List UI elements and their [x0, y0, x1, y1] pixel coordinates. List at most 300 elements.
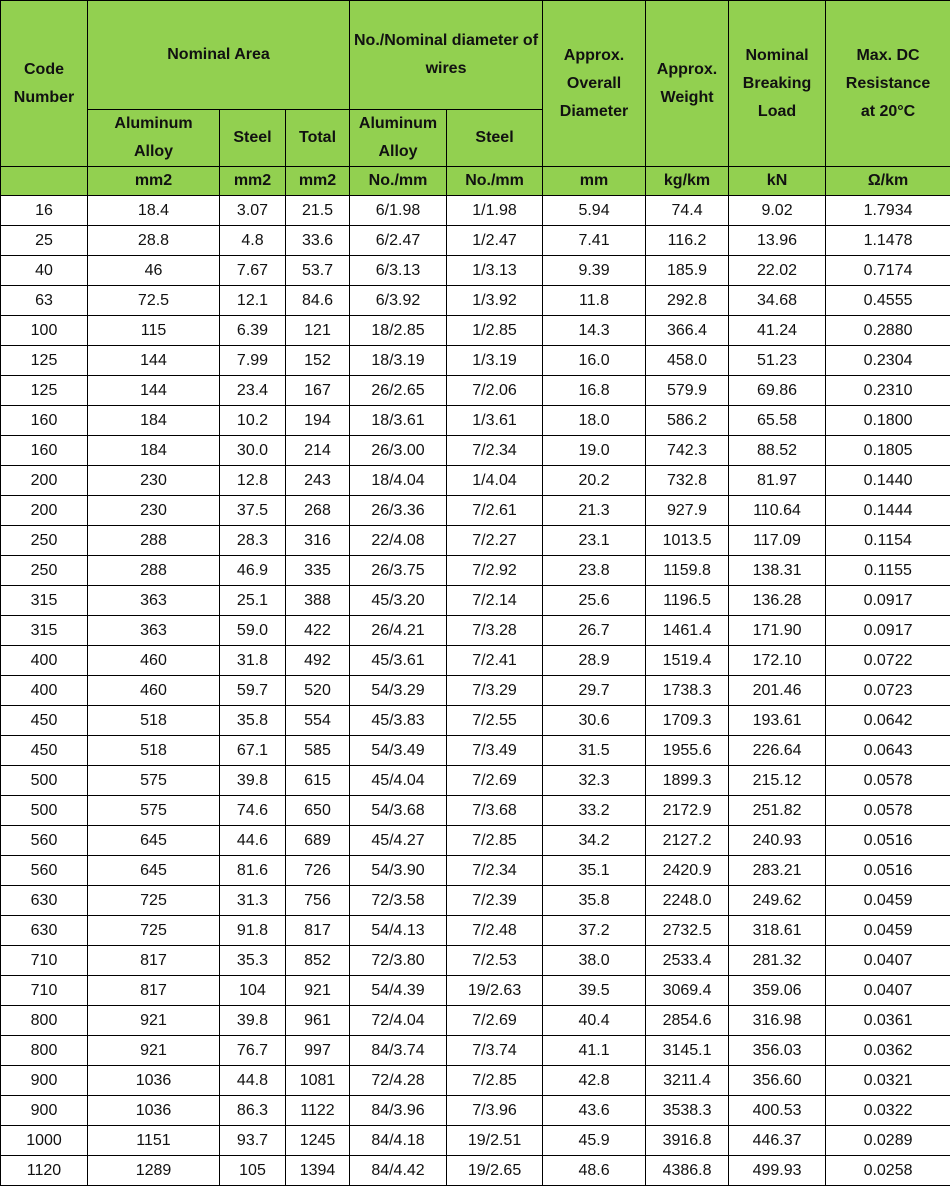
unit-cell: No./mm	[350, 167, 447, 196]
table-cell: 25.1	[220, 586, 286, 616]
unit-cell: mm	[543, 167, 646, 196]
table-cell: 645	[88, 856, 220, 886]
table-cell: 1289	[88, 1156, 220, 1186]
table-cell: 4.8	[220, 226, 286, 256]
table-cell: 7.67	[220, 256, 286, 286]
table-cell: 45/4.04	[350, 766, 447, 796]
table-cell: 0.0362	[826, 1036, 950, 1066]
table-cell: 74.6	[220, 796, 286, 826]
table-row	[1, 646, 950, 676]
table-cell: 579.9	[646, 376, 729, 406]
table-cell: 30.0	[220, 436, 286, 466]
table-cell: 7.99	[220, 346, 286, 376]
table-cell: 13.96	[729, 226, 826, 256]
unit-cell: No./mm	[447, 167, 543, 196]
table-cell: 1151	[88, 1126, 220, 1156]
table-cell: 7/3.28	[447, 616, 543, 646]
table-cell: 45/3.61	[350, 646, 447, 676]
table-cell: 292.8	[646, 286, 729, 316]
table-cell: 91.8	[220, 916, 286, 946]
unit-cell: mm2	[286, 167, 350, 196]
table-cell: 63	[1, 286, 88, 316]
table-cell: 356.03	[729, 1036, 826, 1066]
table-cell: 51.23	[729, 346, 826, 376]
table-cell: 725	[88, 916, 220, 946]
table-cell: 400.53	[729, 1096, 826, 1126]
table-cell: 492	[286, 646, 350, 676]
table-cell: 160	[1, 406, 88, 436]
table-cell: 7/2.41	[447, 646, 543, 676]
table-cell: 11.8	[543, 286, 646, 316]
table-cell: 54/3.90	[350, 856, 447, 886]
table-header	[1, 1, 950, 196]
header-wire-diameter: No./Nominal diameter of wires	[350, 1, 543, 110]
table-cell: 0.0642	[826, 706, 950, 736]
table-cell: 12.1	[220, 286, 286, 316]
table-cell: 23.4	[220, 376, 286, 406]
table-cell: 1/4.04	[447, 466, 543, 496]
table-cell: 45/3.83	[350, 706, 447, 736]
table-cell: 1196.5	[646, 586, 729, 616]
table-cell: 34.2	[543, 826, 646, 856]
table-cell: 26/4.21	[350, 616, 447, 646]
table-cell: 35.3	[220, 946, 286, 976]
table-cell: 65.58	[729, 406, 826, 436]
table-cell: 1/3.13	[447, 256, 543, 286]
header-wires-aluminum-alloy: Aluminum Alloy	[350, 110, 447, 167]
table-cell: 37.2	[543, 916, 646, 946]
table-cell: 450	[1, 706, 88, 736]
table-cell: 450	[1, 736, 88, 766]
table-row	[1, 436, 950, 466]
table-cell: 927.9	[646, 496, 729, 526]
table-row	[1, 1126, 950, 1156]
table-row	[1, 1036, 950, 1066]
table-cell: 200	[1, 466, 88, 496]
header-wires-steel: Steel	[447, 110, 543, 167]
table-row	[1, 376, 950, 406]
table-cell: 72.5	[88, 286, 220, 316]
table-cell: 72/3.80	[350, 946, 447, 976]
table-cell: 81.97	[729, 466, 826, 496]
table-cell: 7/2.69	[447, 766, 543, 796]
table-cell: 363	[88, 586, 220, 616]
table-cell: 1/1.98	[447, 196, 543, 226]
table-cell: 0.0516	[826, 856, 950, 886]
table-cell: 315	[1, 586, 88, 616]
table-cell: 7/3.29	[447, 676, 543, 706]
table-cell: 28.3	[220, 526, 286, 556]
table-cell: 0.0643	[826, 736, 950, 766]
table-row	[1, 316, 950, 346]
table-cell: 4386.8	[646, 1156, 729, 1186]
table-cell: 105	[220, 1156, 286, 1186]
table-cell: 18.0	[543, 406, 646, 436]
header-nominal-area: Nominal Area	[88, 1, 350, 110]
table-cell: 23.8	[543, 556, 646, 586]
table-cell: 356.60	[729, 1066, 826, 1096]
table-cell: 2732.5	[646, 916, 729, 946]
table-cell: 7/3.49	[447, 736, 543, 766]
table-cell: 0.2880	[826, 316, 950, 346]
table-cell: 446.37	[729, 1126, 826, 1156]
table-row	[1, 706, 950, 736]
table-cell: 88.52	[729, 436, 826, 466]
table-cell: 1036	[88, 1096, 220, 1126]
table-cell: 81.6	[220, 856, 286, 886]
table-cell: 54/3.68	[350, 796, 447, 826]
table-cell: 23.1	[543, 526, 646, 556]
table-cell: 31.5	[543, 736, 646, 766]
table-cell: 1/2.47	[447, 226, 543, 256]
table-cell: 363	[88, 616, 220, 646]
table-cell: 5.94	[543, 196, 646, 226]
table-cell: 800	[1, 1036, 88, 1066]
table-row	[1, 826, 950, 856]
table-cell: 500	[1, 796, 88, 826]
table-cell: 43.6	[543, 1096, 646, 1126]
table-cell: 250	[1, 526, 88, 556]
table-cell: 0.1805	[826, 436, 950, 466]
table-cell: 200	[1, 496, 88, 526]
table-cell: 84/4.18	[350, 1126, 447, 1156]
table-cell: 2533.4	[646, 946, 729, 976]
table-row	[1, 1066, 950, 1096]
table-cell: 18/2.85	[350, 316, 447, 346]
table-cell: 16.0	[543, 346, 646, 376]
table-cell: 84/4.42	[350, 1156, 447, 1186]
table-cell: 7/2.85	[447, 826, 543, 856]
table-cell: 852	[286, 946, 350, 976]
table-cell: 125	[1, 346, 88, 376]
table-cell: 288	[88, 526, 220, 556]
table-cell: 817	[88, 976, 220, 1006]
table-row	[1, 1006, 950, 1036]
table-cell: 33.2	[543, 796, 646, 826]
units-row	[1, 167, 950, 196]
table-row	[1, 1156, 950, 1186]
header-overall-diameter: Approx. Overall Diameter	[543, 1, 646, 167]
table-cell: 46	[88, 256, 220, 286]
table-cell: 742.3	[646, 436, 729, 466]
table-cell: 16	[1, 196, 88, 226]
table-cell: 84/3.74	[350, 1036, 447, 1066]
table-cell: 251.82	[729, 796, 826, 826]
table-cell: 19/2.63	[447, 976, 543, 1006]
table-cell: 554	[286, 706, 350, 736]
table-cell: 22.02	[729, 256, 826, 286]
table-cell: 0.0917	[826, 586, 950, 616]
table-cell: 6/1.98	[350, 196, 447, 226]
table-cell: 117.09	[729, 526, 826, 556]
table-cell: 1955.6	[646, 736, 729, 766]
table-cell: 193.61	[729, 706, 826, 736]
table-cell: 172.10	[729, 646, 826, 676]
table-cell: 1/2.85	[447, 316, 543, 346]
table-cell: 35.1	[543, 856, 646, 886]
table-cell: 7/2.92	[447, 556, 543, 586]
unit-cell: kg/km	[646, 167, 729, 196]
table-cell: 7/2.14	[447, 586, 543, 616]
table-cell: 7/3.96	[447, 1096, 543, 1126]
table-cell: 152	[286, 346, 350, 376]
table-cell: 37.5	[220, 496, 286, 526]
table-cell: 575	[88, 766, 220, 796]
table-cell: 72/3.58	[350, 886, 447, 916]
header-area-steel: Steel	[220, 110, 286, 167]
table-cell: 0.0578	[826, 766, 950, 796]
table-row	[1, 616, 950, 646]
table-cell: 615	[286, 766, 350, 796]
table-row	[1, 556, 950, 586]
table-cell: 18.4	[88, 196, 220, 226]
table-cell: 756	[286, 886, 350, 916]
table-cell: 0.0321	[826, 1066, 950, 1096]
table-cell: 125	[1, 376, 88, 406]
table-cell: 250	[1, 556, 88, 586]
table-cell: 46.9	[220, 556, 286, 586]
table-cell: 710	[1, 946, 88, 976]
table-cell: 38.0	[543, 946, 646, 976]
table-cell: 26/3.00	[350, 436, 447, 466]
table-cell: 1245	[286, 1126, 350, 1156]
table-cell: 630	[1, 916, 88, 946]
table-cell: 0.1444	[826, 496, 950, 526]
table-row	[1, 196, 950, 226]
table-cell: 900	[1, 1096, 88, 1126]
table-cell: 7/2.34	[447, 436, 543, 466]
table-cell: 9.39	[543, 256, 646, 286]
table-cell: 961	[286, 1006, 350, 1036]
table-cell: 7/2.53	[447, 946, 543, 976]
table-cell: 104	[220, 976, 286, 1006]
table-cell: 100	[1, 316, 88, 346]
table-cell: 3.07	[220, 196, 286, 226]
table-cell: 35.8	[220, 706, 286, 736]
table-cell: 422	[286, 616, 350, 646]
table-cell: 689	[286, 826, 350, 856]
table-cell: 230	[88, 466, 220, 496]
table-cell: 575	[88, 796, 220, 826]
table-cell: 19.0	[543, 436, 646, 466]
table-cell: 732.8	[646, 466, 729, 496]
table-cell: 1159.8	[646, 556, 729, 586]
table-cell: 1461.4	[646, 616, 729, 646]
table-cell: 0.0578	[826, 796, 950, 826]
table-cell: 28.9	[543, 646, 646, 676]
table-cell: 1899.3	[646, 766, 729, 796]
table-cell: 7/2.85	[447, 1066, 543, 1096]
table-cell: 921	[286, 976, 350, 1006]
table-row	[1, 226, 950, 256]
table-cell: 249.62	[729, 886, 826, 916]
table-cell: 0.1155	[826, 556, 950, 586]
table-cell: 316.98	[729, 1006, 826, 1036]
table-row	[1, 346, 950, 376]
header-breaking-load: Nominal Breaking Load	[729, 1, 826, 167]
table-cell: 921	[88, 1006, 220, 1036]
table-cell: 240.93	[729, 826, 826, 856]
table-cell: 997	[286, 1036, 350, 1066]
table-cell: 160	[1, 436, 88, 466]
table-cell: 0.0459	[826, 916, 950, 946]
table-row	[1, 856, 950, 886]
table-cell: 42.8	[543, 1066, 646, 1096]
table-cell: 54/4.39	[350, 976, 447, 1006]
header-weight: Approx. Weight	[646, 1, 729, 167]
table-cell: 69.86	[729, 376, 826, 406]
table-cell: 67.1	[220, 736, 286, 766]
table-cell: 84.6	[286, 286, 350, 316]
table-row	[1, 766, 950, 796]
table-body	[1, 196, 950, 1186]
table-row	[1, 1096, 950, 1126]
table-cell: 185.9	[646, 256, 729, 286]
table-cell: 630	[1, 886, 88, 916]
table-cell: 40	[1, 256, 88, 286]
table-cell: 7/2.61	[447, 496, 543, 526]
table-cell: 817	[286, 916, 350, 946]
table-cell: 18/3.61	[350, 406, 447, 436]
table-row	[1, 406, 950, 436]
table-cell: 2127.2	[646, 826, 729, 856]
table-cell: 25.6	[543, 586, 646, 616]
table-cell: 1036	[88, 1066, 220, 1096]
table-cell: 585	[286, 736, 350, 766]
table-cell: 645	[88, 826, 220, 856]
table-cell: 0.0722	[826, 646, 950, 676]
table-cell: 34.68	[729, 286, 826, 316]
table-cell: 33.6	[286, 226, 350, 256]
table-cell: 39.8	[220, 1006, 286, 1036]
table-cell: 710	[1, 976, 88, 1006]
table-cell: 7.41	[543, 226, 646, 256]
table-cell: 3916.8	[646, 1126, 729, 1156]
table-cell: 281.32	[729, 946, 826, 976]
table-cell: 650	[286, 796, 350, 826]
table-cell: 726	[286, 856, 350, 886]
table-row	[1, 586, 950, 616]
table-cell: 21.3	[543, 496, 646, 526]
table-cell: 1/3.61	[447, 406, 543, 436]
table-cell: 10.2	[220, 406, 286, 436]
table-cell: 3538.3	[646, 1096, 729, 1126]
table-cell: 7/2.34	[447, 856, 543, 886]
table-row	[1, 256, 950, 286]
table-cell: 7/2.69	[447, 1006, 543, 1036]
table-cell: 35.8	[543, 886, 646, 916]
table-cell: 0.1800	[826, 406, 950, 436]
table-cell: 41.24	[729, 316, 826, 346]
table-cell: 54/3.49	[350, 736, 447, 766]
table-cell: 7/3.68	[447, 796, 543, 826]
table-cell: 315	[1, 616, 88, 646]
table-cell: 921	[88, 1036, 220, 1066]
table-cell: 45.9	[543, 1126, 646, 1156]
table-cell: 3145.1	[646, 1036, 729, 1066]
table-cell: 72/4.04	[350, 1006, 447, 1036]
table-cell: 30.6	[543, 706, 646, 736]
table-cell: 1122	[286, 1096, 350, 1126]
table-cell: 366.4	[646, 316, 729, 346]
table-cell: 39.5	[543, 976, 646, 1006]
table-cell: 335	[286, 556, 350, 586]
table-cell: 9.02	[729, 196, 826, 226]
table-cell: 26/3.36	[350, 496, 447, 526]
table-cell: 2172.9	[646, 796, 729, 826]
table-row	[1, 676, 950, 706]
table-row	[1, 916, 950, 946]
table-cell: 0.0407	[826, 976, 950, 1006]
table-cell: 7/2.48	[447, 916, 543, 946]
table-cell: 0.1440	[826, 466, 950, 496]
table-cell: 0.0289	[826, 1126, 950, 1156]
table-cell: 19/2.65	[447, 1156, 543, 1186]
table-cell: 40.4	[543, 1006, 646, 1036]
table-cell: 25	[1, 226, 88, 256]
table-cell: 725	[88, 886, 220, 916]
table-cell: 586.2	[646, 406, 729, 436]
table-cell: 86.3	[220, 1096, 286, 1126]
table-cell: 0.2304	[826, 346, 950, 376]
table-cell: 3211.4	[646, 1066, 729, 1096]
table-cell: 2248.0	[646, 886, 729, 916]
unit-cell: mm2	[88, 167, 220, 196]
table-cell: 1709.3	[646, 706, 729, 736]
table-cell: 1/3.19	[447, 346, 543, 376]
table-cell: 44.8	[220, 1066, 286, 1096]
table-cell: 6/2.47	[350, 226, 447, 256]
table-cell: 400	[1, 676, 88, 706]
table-cell: 0.0723	[826, 676, 950, 706]
table-cell: 1738.3	[646, 676, 729, 706]
table-cell: 22/4.08	[350, 526, 447, 556]
table-cell: 518	[88, 736, 220, 766]
table-row	[1, 286, 950, 316]
table-cell: 359.06	[729, 976, 826, 1006]
table-cell: 26/2.65	[350, 376, 447, 406]
table-cell: 45/4.27	[350, 826, 447, 856]
table-cell: 1000	[1, 1126, 88, 1156]
table-cell: 1394	[286, 1156, 350, 1186]
table-cell: 500	[1, 766, 88, 796]
table-cell: 59.0	[220, 616, 286, 646]
table-cell: 26.7	[543, 616, 646, 646]
table-cell: 167	[286, 376, 350, 406]
table-cell: 201.46	[729, 676, 826, 706]
table-cell: 171.90	[729, 616, 826, 646]
table-cell: 560	[1, 826, 88, 856]
table-row	[1, 976, 950, 1006]
table-cell: 136.28	[729, 586, 826, 616]
table-cell: 14.3	[543, 316, 646, 346]
table-cell: 184	[88, 406, 220, 436]
table-cell: 1.1478	[826, 226, 950, 256]
table-cell: 318.61	[729, 916, 826, 946]
table-cell: 458.0	[646, 346, 729, 376]
table-cell: 226.64	[729, 736, 826, 766]
table-cell: 215.12	[729, 766, 826, 796]
table-cell: 26/3.75	[350, 556, 447, 586]
unit-cell: Ω/km	[826, 167, 950, 196]
table-cell: 121	[286, 316, 350, 346]
table-cell: 18/3.19	[350, 346, 447, 376]
table-cell: 268	[286, 496, 350, 526]
table-cell: 138.31	[729, 556, 826, 586]
table-cell: 0.4555	[826, 286, 950, 316]
table-cell: 54/4.13	[350, 916, 447, 946]
table-cell: 800	[1, 1006, 88, 1036]
